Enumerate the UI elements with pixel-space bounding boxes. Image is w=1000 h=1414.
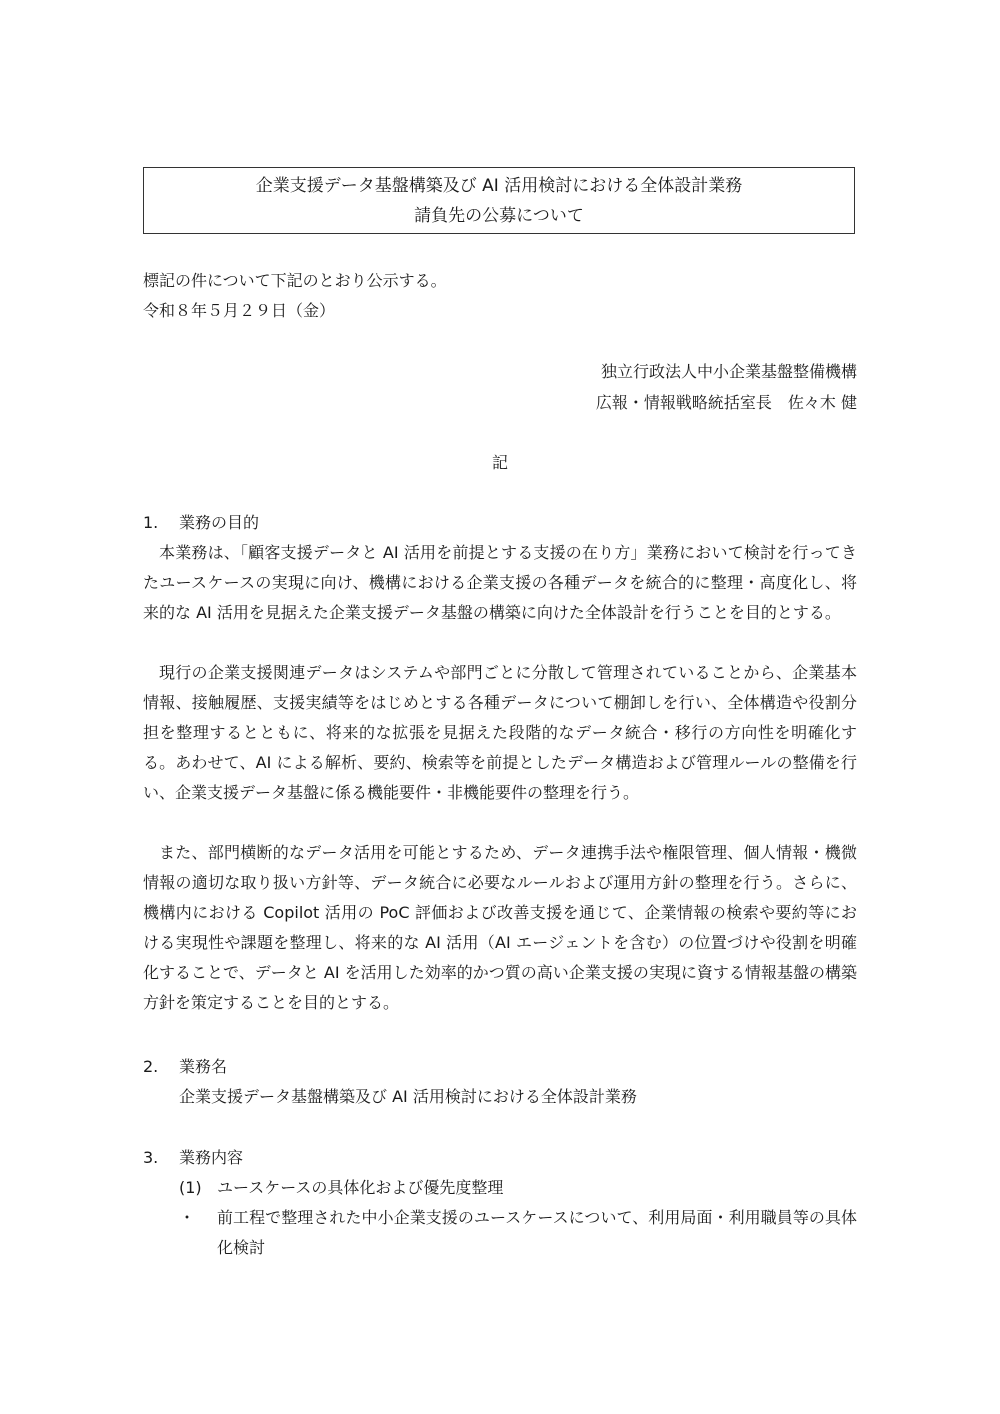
section-1-paragraph-3: また、部門横断的なデータ活用を可能とするため、データ連携手法や権限管理、個人情報・機微情報の適切な取り扱い方針等、データ統合に必要なルールおよび運用方針の整理を行う。さらに、機構内における Copilot 活用の PoC 評価および改善支援を通じて、企業情報の検索や要約等における実現性や課題を整理し、将来的な AI 活用（AI エージェントを含む）の位置づけや役割を明確化することで、データと AI を活用した効率的かつ質の高い企業支援の実現に資する情報基盤の構築方針を策定することを目的とする。 <box>143 843 857 1012</box>
title-box <box>143 167 855 234</box>
section-title: 業務の目的 <box>179 513 260 532</box>
section-1-paragraph-2: 現行の企業支援関連データはシステムや部門ごとに分散して管理されていることから、企業基本情報、接触履歴、支援実績等をはじめとする各種データについて棚卸しを行い、全体構造や役割分担を整理するとともに、将来的な拡張を見据えた段階的なデータ統合・移行の方向性を明確化する。あわせて、AI による解析、要約、検索等を前提としたデータ構造および管理ルールの整備を行い、企業支援データ基盤に係る機能要件・非機能要件の整理を行う。 <box>143 663 857 802</box>
section-number: 2. <box>143 1057 159 1076</box>
section-number: 3. <box>143 1148 159 1167</box>
section-3-bullet-1 <box>179 1203 857 1263</box>
document-subtitle: 請負先の公募について <box>414 206 584 226</box>
section-title: 業務内容 <box>179 1148 244 1167</box>
section-3-heading <box>143 1148 243 1168</box>
bullet-text: 前工程で整理された中小企業支援のユースケースについて、利用局面・利用職員等の具体化検討 <box>217 1208 857 1257</box>
bullet-mark: ・ <box>179 1208 196 1227</box>
section-2-heading <box>143 1057 227 1077</box>
section-title: 業務名 <box>179 1057 228 1076</box>
section-1-paragraph-1: 本業務は、「顧客支援データと AI 活用を前提とする支援の在り方」業務において検討を行ってきたユースケースの実現に向け、機構における企業支援の各種データを統合的に整理・高度化し、将来的な AI 活用を見据えた企業支援データ基盤の構築に向けた全体設計を行うことを目的とする。 <box>143 543 857 622</box>
section-number: 1. <box>143 513 159 532</box>
document-title: 企業支援データ基盤構築及び AI 活用検討における全体設計業務 <box>255 176 743 196</box>
intro-date: 令和８年５月２９日（金） <box>143 301 336 320</box>
subitem-label: ユースケースの具体化および優先度整理 <box>217 1178 504 1197</box>
issuer-organization: 独立行政法人中小企業基盤整備機構 <box>600 362 857 381</box>
section-3-subitem-1 <box>179 1178 503 1198</box>
issuer-person: 広報・情報戦略統括室長 佐々木 健 <box>595 393 857 412</box>
subitem-number: (1) <box>179 1178 202 1197</box>
ki-marker: 記 <box>491 453 508 472</box>
section-2-body: 企業支援データ基盤構築及び AI 活用検討における全体設計業務 <box>179 1087 637 1106</box>
intro-notice: 標記の件について下記のとおり公示する。 <box>143 271 447 290</box>
section-1-heading <box>143 513 259 533</box>
